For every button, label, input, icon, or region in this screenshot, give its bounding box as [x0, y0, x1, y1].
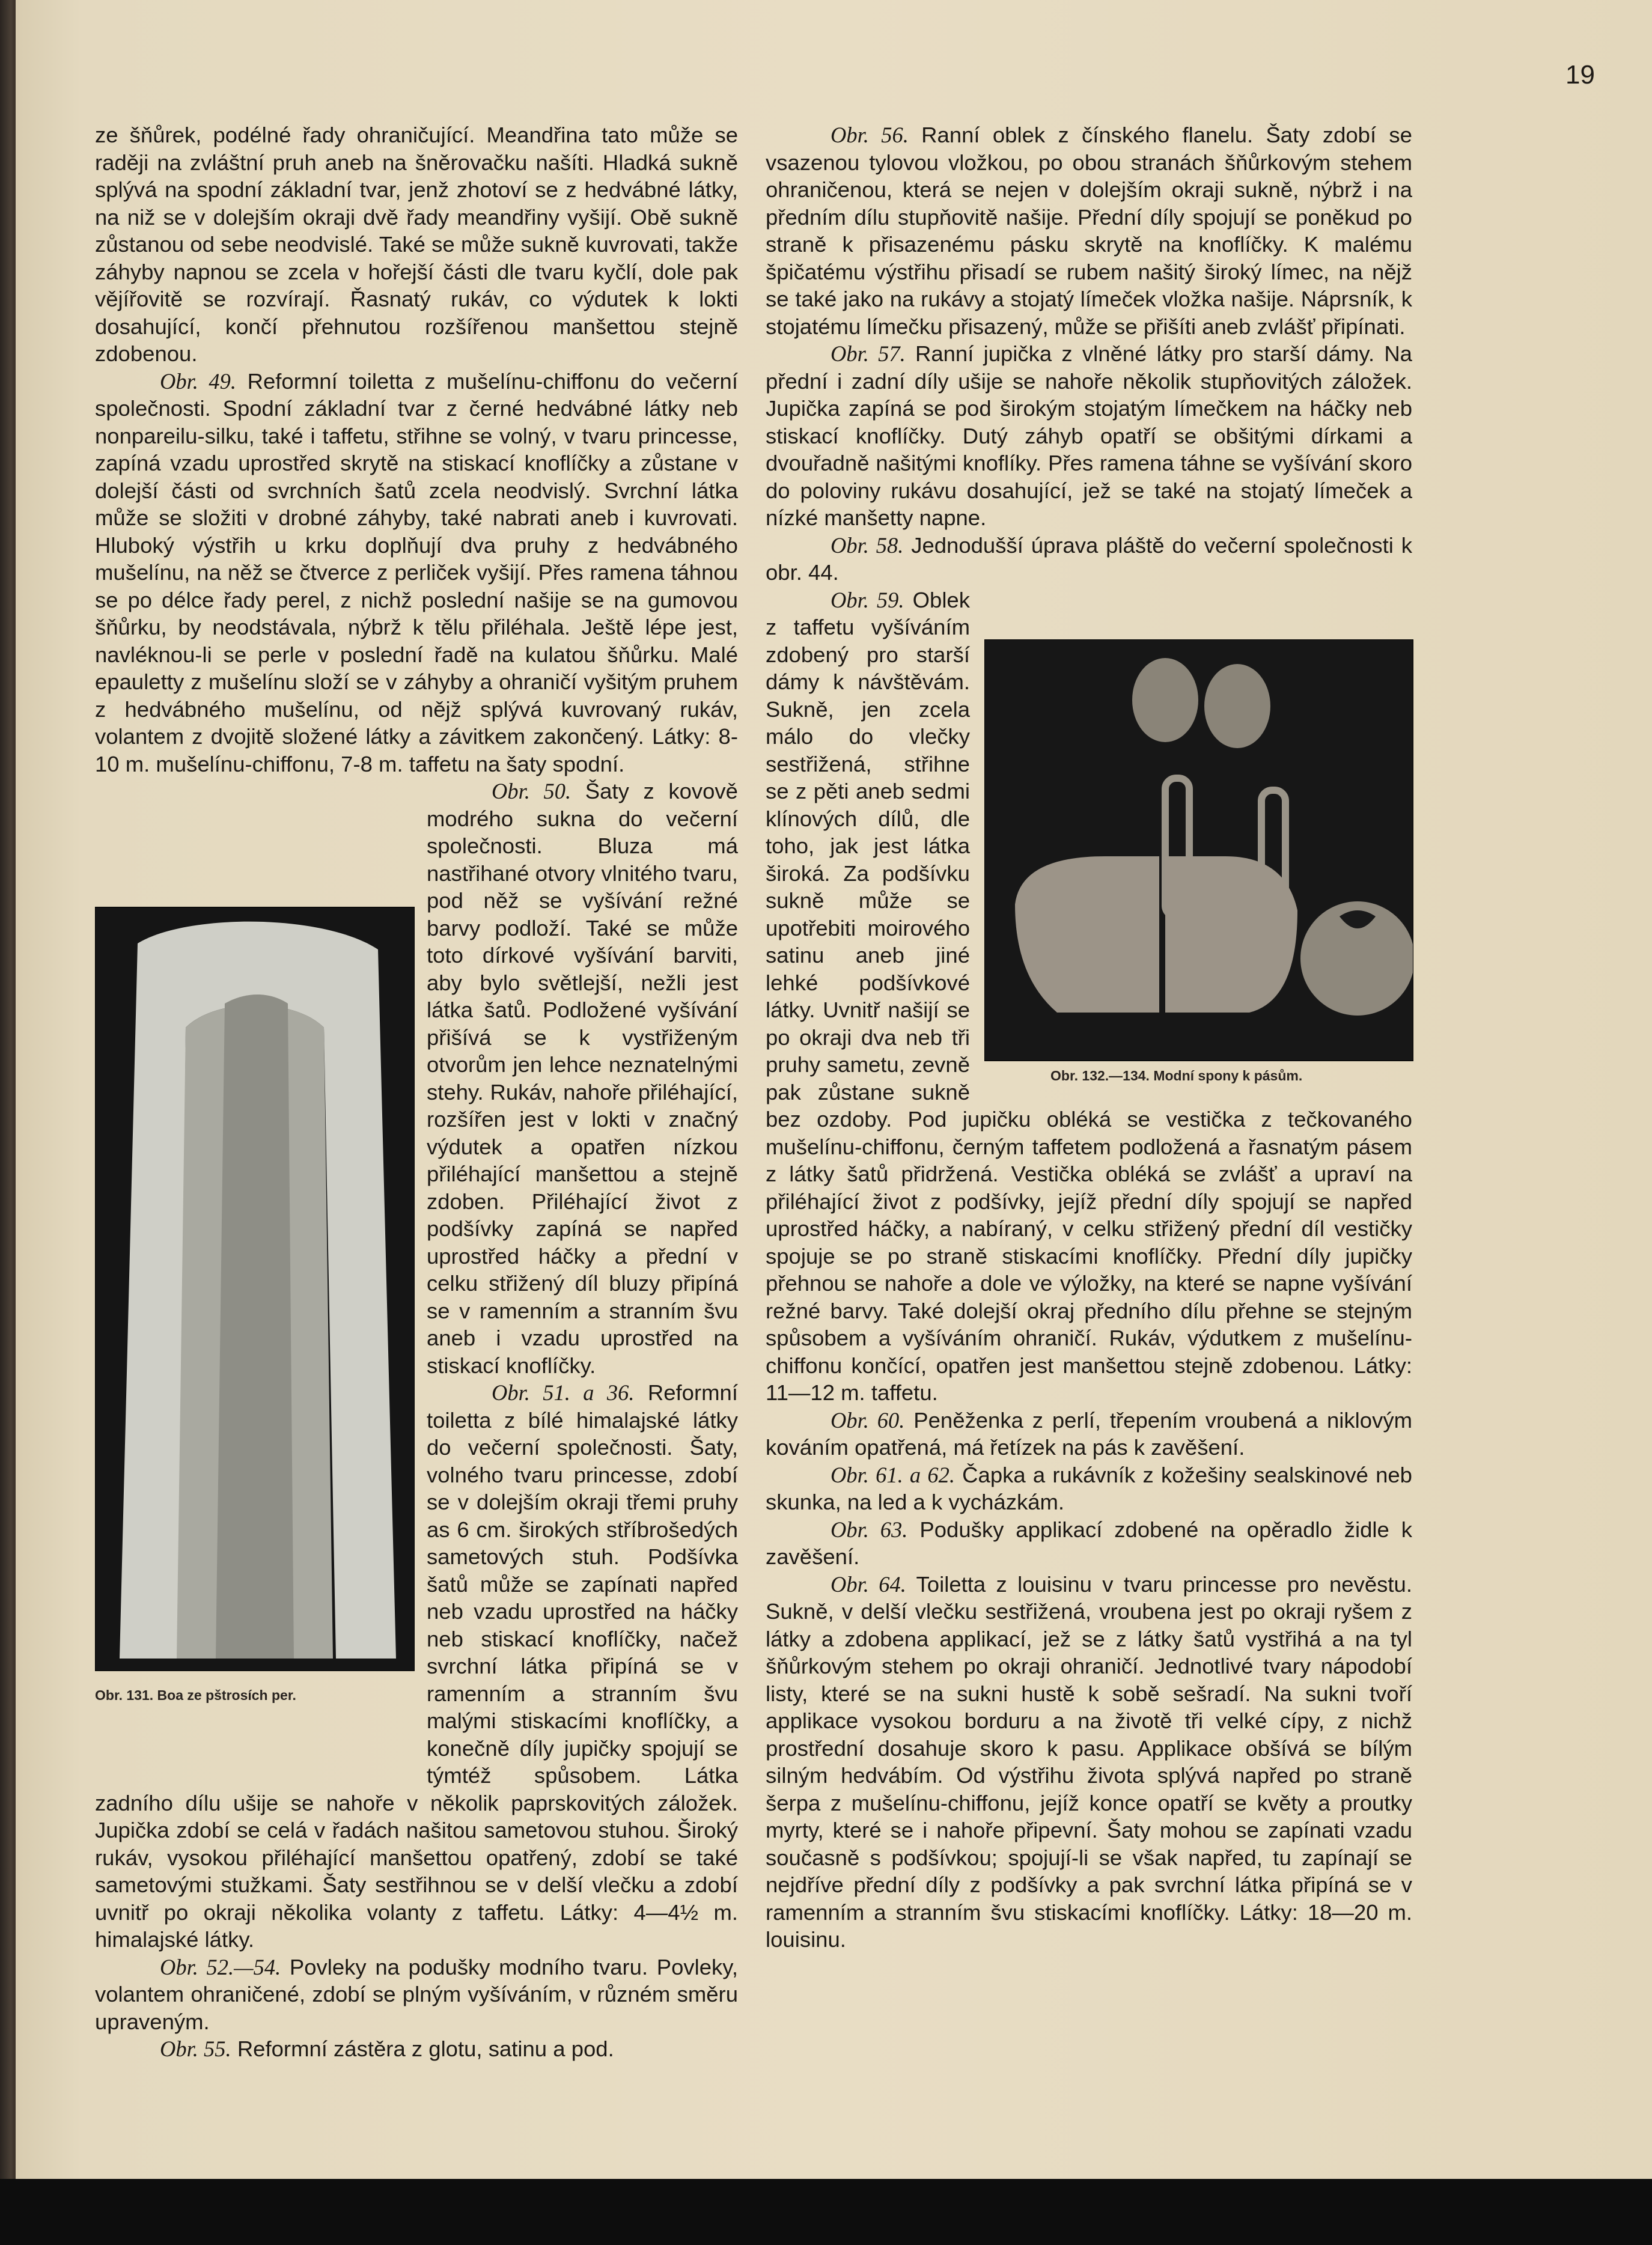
paragraph-obr-61 — [766, 1461, 1412, 1516]
text-obr-51: Reformní toiletta z bílé himalajské látky do večerní společnosti. Šaty, volného tvaru princesse, zdobí se v dolejším okraji třemi pruhy as 6 cm. širokých stříbrošedých sametových stuh. Podšívka šatů může se zapínati napřed neb vzadu uprostřed na háčky neb stiskací knoflíčky, načež svrchní látka připíná se v ramenním a stranním švu malými stiskacími knoflíčky, a konečně díly jupičky spojují se týmtéž spůsobem. Látka zadního dílu ušije se nahoře v několik paprskovitých záložek. Jupička zdobí se celá v řadách našitou sametovou stuhou. Široký rukáv, vysokou přiléhající manšettou opatřený, zdobí se také sametovými stužkami. Šaty sestřihnou se v delší vlečku a zdobí uvnitř po okraji několika volanty z taffetu. Látky: 4—4½ m. himalajské látky. — [95, 1380, 738, 1952]
text-obr-56: Ranní oblek z čínského flanelu. Šaty zdobí se vsazenou tylovou vložkou, po obou stranách šňůrkovým stehem ohraničenou, která se nejen v dolejším okraji sukně, nýbrž i na předním dílu stupňovitě našije. Přední díly spojují se poněkud po straně k přisazenému pásku skrytě na knoflíčky. K malému špičatému výstřihu přisadí se rubem našitý široký límec, na nějž se také jako na rukávy a stojatý límeček vložka našije. Náprsník, k stojatému límečku přisazený, může se přišíti aneb zvlášť připínati. — [766, 123, 1412, 339]
book-spine — [0, 0, 16, 2245]
paragraph-obr-58 — [766, 532, 1412, 586]
paragraph-obr-56 — [766, 121, 1412, 340]
right-column — [766, 121, 1412, 1954]
paragraph-obr-64 — [766, 1571, 1412, 1954]
text-obr-59: Oblek z taffetu vyšíváním zdobený pro starší dámy k návštěvám. Sukně, jen zcela málo do vlečky sestřižená, střihne se z pěti aneb sedmi klínových dílů, dle toho, jak jest látka široká. Za podšívku sukně může se upotřebiti moirového satinu aneb jiné lehké podšívkové látky. Uvnitř našijí se po okraji dva neb tři pruhy sametu, zevně pak zůstane sukně bez ozdoby. Pod jupičku obléká se vestička z tečkovaného mušelínu-chiffonu, černým taffetem podložená a řasnatým pásem z látky šatů přidržená. Vestička obléká se zvlášť a upraví na přiléhající život z podšívky, jejíž přední díly spojují se napřed uprostřed háčky, a nabíraný, v celku střižený přední díl vestičky spojuje se po straně stiskacími knoflíčky. Přední díly jupičky přehnou se nahoře a dole ve výložky, na které se napne vyšívání režné barvy. Také dolejší okraj předního dílu přehne se stejným spůsobem a vyšíváním ohraničí. Rukáv, výdutkem z mušelínu-chiffonu končící, opatřen jest manšettou stejně zdobenou. Látky: 11—12 m. taffetu. — [766, 587, 1412, 1405]
text-obr-58: Jednodušší úprava pláště do večerní společnosti k obr. 44. — [766, 532, 1412, 585]
text-obr-49-part1: Reformní toiletta z mušelínu-chiffonu do večerní společnosti. Spodní základní tvar z černé hedvábné látky neb nonpareilu-silku, také i taffetu, střihne se volný, v tvaru princesse, zapíná vzadu uprostřed skrytě na stiskací knoflíčky a zůstane v dolejší části od svrchních šatů zcela neodvislý. Svrchní látka může se složiti v drobné záhyby, také nabrati aneb i kuvrovati. Hluboký výstřih u krku doplňují dva pruhy z hedvábného mušelínu, na něž se čtverce z perliček vyšijí. Přes ramena táhnou se po délce řady perel, z nichž poslední našije se na gumovou šňůrku, by neodstávala, nýbrž k tělu přiléhala. Ještě lépe jest, navléknou-li se perle v poslední řadě na kulatou šňůrku. Malé epauletty z mušelínu složí se v záhyby a ohraničí vyšitým pruhem z hedvábného mušelínu, od nějž splývá kuvrovaný rukáv, volantem z dvojitě složené látky a závitkem zakončený. Látky: 8-10 m. mušelínu-chiffonu, 7-8 m. taffetu na šaty spodní. — [95, 368, 738, 776]
text-obr-63: Podušky applikací zdobené na opěradlo židle k zavěšení. — [766, 1517, 1412, 1569]
figure-boa — [95, 778, 413, 1763]
text-obr-60: Peněženka z perlí, třepením vroubená a niklovým kováním opatřená, má řetízek na pás k zavěšení. — [766, 1407, 1412, 1460]
figure-ref-59: Obr. 59. — [831, 587, 904, 612]
figure-ref-64: Obr. 64. — [831, 1571, 906, 1597]
text-obr-52: Povleky na podušky modního tvaru. Povleky, volantem ohraničené, zdobí se plným vyšíváním, v různém směru upraveným. — [95, 1954, 738, 2034]
paragraph-obr-52 — [95, 1954, 738, 2036]
figure-ref-60: Obr. 60. — [831, 1407, 905, 1433]
text-obr-50: Šaty z kovově modrého sukna do večerní společnosti. Bluza má nastřihané otvory vlnitého tvaru, pod něž se vyšívání režné barvy podloží. Také se může toto dírkové vyšívání barviti, aby bylo světlejší, nežli jest látka šatů. Podložené vyšívání přišívá se k vystřiženým otvorům jen lehce neznatelnými stehy. Rukáv, nahoře přiléhající, rozšířen jest v lokti v značný výdutek a opatřen nízkou přiléhající manšettou a stejně zdoben. Přiléhající život z podšívky zapíná se napřed uprostřed háčky a přední v celku střižený díl bluzy připíná se v ramenním a stranním švu aneb i vzadu uprostřed na stiskací knoflíčky. — [427, 779, 738, 1378]
paragraph-obr-49 — [95, 368, 738, 778]
text-obr-55: Reformní zástěra z glotu, satinu a pod. — [237, 2036, 614, 2061]
paragraph-obr-63 — [766, 1516, 1412, 1571]
text-obr-61: Čapka a rukávník z kožešiny sealskinové neb skunka, na led a k vycházkám. — [766, 1462, 1412, 1514]
figure-ref-63: Obr. 63. — [831, 1517, 908, 1542]
figure-ref-58: Obr. 58. — [831, 532, 904, 558]
paragraph-obr-55 — [95, 2035, 738, 2063]
figure-ref-50: Obr. 50. — [492, 779, 571, 803]
figure-ref-55: Obr. 55. — [160, 2036, 231, 2061]
figure-ref-61: Obr. 61. a 62. — [831, 1462, 955, 1487]
paragraph-continued: ze šňůrek, podélné řady ohraničující. Meandřina tato může se raději na zvláštní pruh aneb na šněrovačku našíti. Hladká sukně splývá na spodní základní tvar, jenž zhotoví se z hedvábné látky, na niž se v dolejším okraji dvě řady meandřiny vyšijí. Obě sukně zůstanou od sebe neodvislé. Také se může sukně kuvrovati, takže záhyby napnou se zcela v hořejší části dle tvaru kyčlí, dole pak vějířovitě se rozvírají. Řasnatý rukáv, co výdutek k lokti dosahující, končí přehnutou rozšířenou manšettou stejně zdobenou. — [95, 123, 738, 366]
text-obr-64: Toiletta z louisinu v tvaru princesse pro nevěstu. Sukně, v delší vlečku sestřižená, vroubena jest po okraji ryšem z látky a zdobena applikací, jež se z látky šatů vystřihá a na tyl šňůrkovým stehem po okraji ohraničí. Jednotlivé tvary nápodobí listy, které se na sukni hustě k sobě sešradí. Na sukni tvoří applikace vysokou borduru a na životě tři velké cípy, z nichž prostřední dosahuje skoro k pasu. Applikace obšívá se bílým silným hedvábím. Od výstřihu života splývá napřed po straně šerpa z mušelínu-chiffonu, jejíž konce opatří se květy a proutky myrty, které se i nahoře připevní. Šaty mohou se zapínati vzadu současně s podšívkou; spojují-li se však napřed, tu zapínají se nejdříve přední díly z podšívky a pak svrchní látka připíná se v ramenním a stranním švu stiskacími knoflíčky. Látky: 18—20 m. louisinu. — [766, 1571, 1412, 1952]
clasps-photo — [984, 639, 1413, 1061]
figure-ref-49: Obr. 49. — [160, 368, 237, 394]
figure-caption-131: Obr. 131. Boa ze pštrosích per. — [95, 1687, 296, 1703]
figure-ref-57: Obr. 57. — [831, 341, 906, 366]
paragraph-obr-60 — [766, 1407, 1412, 1461]
figure-caption-132: Obr. 132.—134. Modní spony k pásům. — [1050, 1067, 1303, 1083]
left-column — [95, 121, 738, 2063]
figure-clasps — [984, 586, 1412, 1083]
figure-ref-56: Obr. 56. — [831, 123, 909, 147]
page-number: 19 — [1565, 60, 1595, 90]
boa-photo — [95, 907, 415, 1671]
paragraph-obr-57 — [766, 340, 1412, 532]
text-obr-57: Ranní jupička z vlněné látky pro starší dámy. Na přední i zadní díly ušije se nahoře několik stupňovitých záložek. Jupička zapíná se pod širokým stojatým límečkem na háčky neb stiskací knoflíčky. Dutý záhyb opatří se obšitými dírkami a dvouřadně našitými knoflíky. Přes ramena táhne se vyšívání skoro do poloviny rukávu dosahující, jež se také na stojatý límeček a nízké manšetty napne. — [766, 341, 1412, 530]
figure-ref-51: Obr. 51. a 36. — [492, 1380, 635, 1405]
figure-ref-52: Obr. 52.—54. — [160, 1954, 281, 1979]
page-bottom-edge — [0, 2179, 1652, 2245]
